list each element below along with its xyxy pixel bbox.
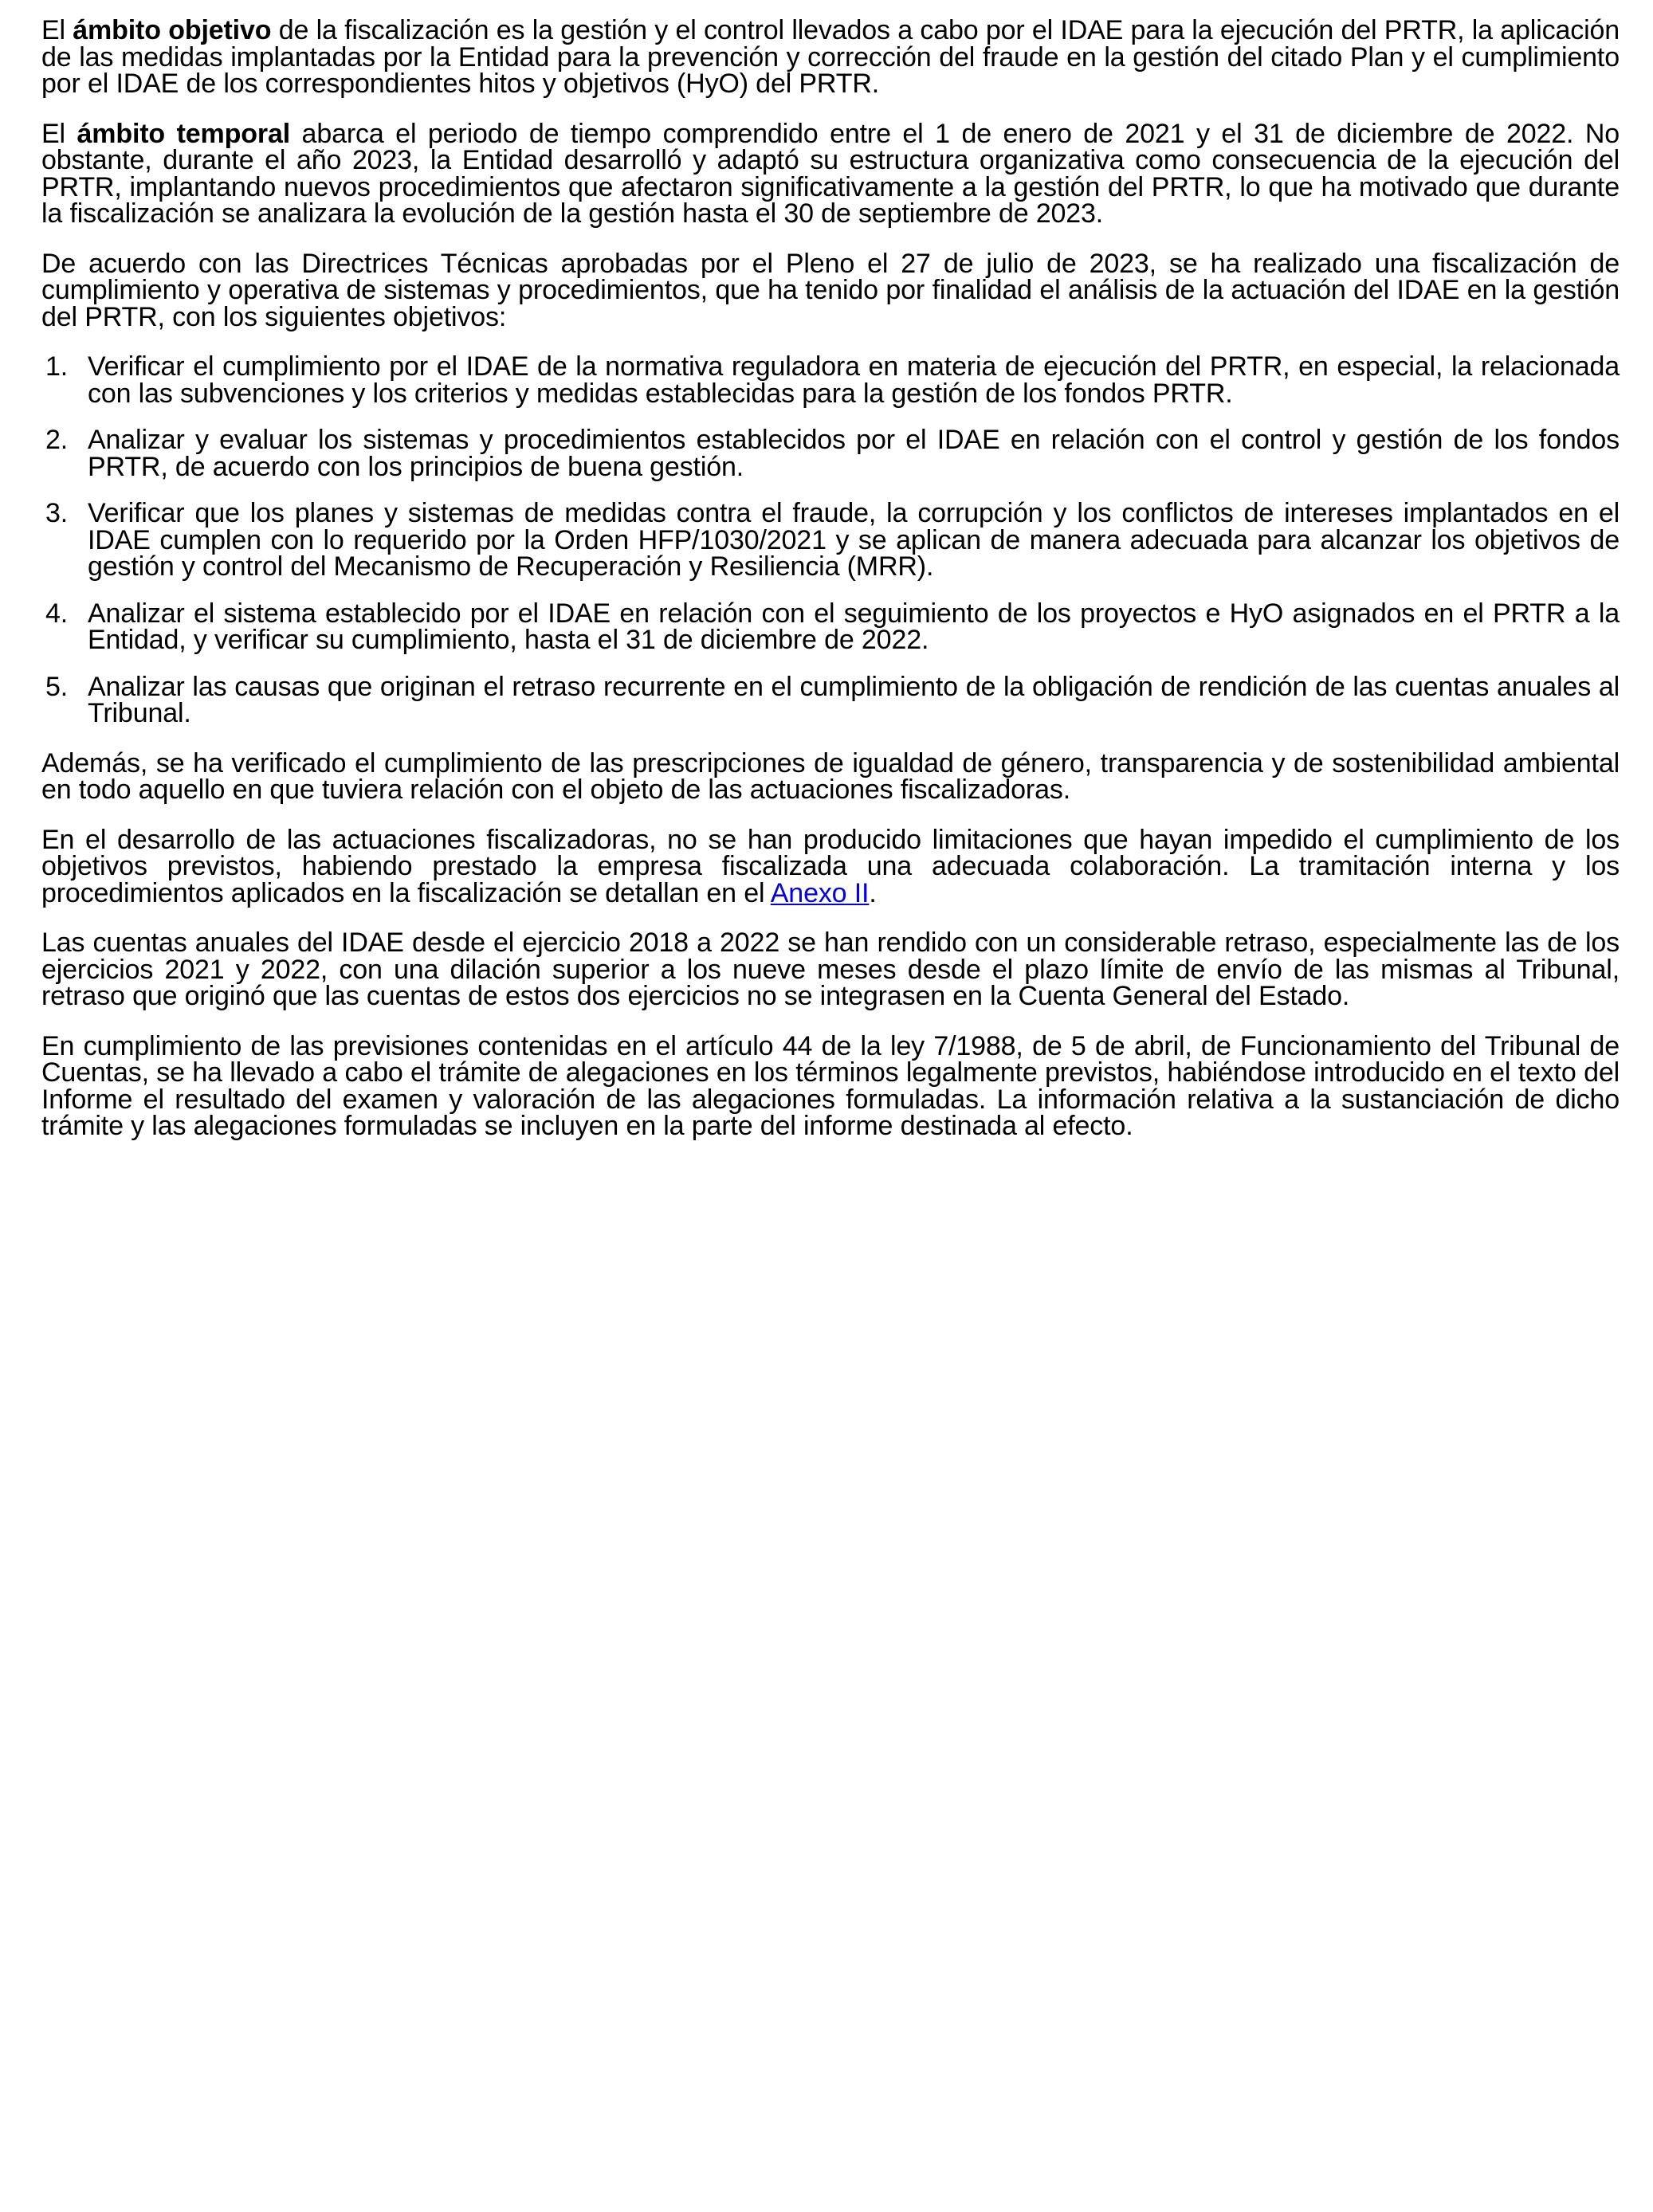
list-item-marker: 2. [45, 425, 69, 455]
list-item [41, 351, 1620, 409]
list-item [41, 598, 1620, 655]
list-item-text: Verificar el cumplimiento por el IDAE de la normativa reguladora en materia de ejecución del PRTR, en especial, la relacionada con las subvenciones y los criterios y medidas establecidas para la gestión de los fondos PRTR. [88, 351, 1620, 409]
paragraph-text-after-link: . [869, 877, 877, 908]
lead-prefix: El [41, 118, 77, 149]
paragraph-ambito-objetivo [41, 15, 1620, 99]
list-item-marker: 3. [45, 498, 69, 528]
lead-bold-ambito-temporal: ámbito temporal [77, 118, 290, 149]
anexo-ii-link[interactable]: Anexo II [770, 877, 870, 908]
list-item-text: Analizar el sistema establecido por el IDAE en relación con el seguimiento de los proyectos e HyO asignados en el PRTR a la Entidad, y verificar su cumplimiento, hasta el 31 de diciembre de 2022. [88, 598, 1620, 655]
paragraph-igualdad-genero: Además, se ha verificado el cumplimiento de las prescripciones de igualdad de género, transparencia y de sostenibilidad ambiental en todo aquello en que tuviera relación con el objeto de las actuaciones fiscalizadoras. [41, 747, 1620, 805]
paragraph-text-before-link: En el desarrollo de las actuaciones fiscalizadoras, no se han producido limitaciones que hayan impedido el cumplimiento de los objetivos previstos, habiendo prestado la empresa fiscalizada una adecuada colaboración. La tramitación interna y los procedimientos aplicados en la fiscalización se detallan en el [41, 824, 1620, 908]
list-item-text: Verificar que los planes y sistemas de medidas contra el fraude, la corrupción y los conflictos de intereses implantados en el IDAE cumplen con lo requerido por la Orden HFP/1030/2021 y se aplican de manera adecuada para alcanzar los objetivos de gestión y control del Mecanismo de Recuperación y Resiliencia (MRR). [88, 498, 1620, 582]
list-item [41, 671, 1620, 728]
paragraph-desarrollo-actuaciones [41, 824, 1620, 908]
paragraph-cuentas-anuales: Las cuentas anuales del IDAE desde el ejercicio 2018 a 2022 se han rendido con un considerable retraso, especialmente las de los ejercicios 2021 y 2022, con una dilación superior a los nueve meses desde el plazo límite de envío de las mismas al Tribunal, retraso que originó que las cuentas de estos dos ejercicios no se integrasen en la Cuenta General del Estado. [41, 928, 1620, 1011]
list-item-marker: 4. [45, 598, 69, 629]
objectives-list [41, 351, 1620, 728]
paragraph-directrices-tecnicas: De acuerdo con las Directrices Técnicas aprobadas por el Pleno el 27 de julio de 2023, se ha realizado una fiscalización de cumplimiento y operativa de sistemas y procedimientos, que ha tenido por finalidad el análisis de la actuación del IDAE en la gestión del PRTR, con los siguientes objetivos: [41, 248, 1620, 332]
list-item [41, 500, 1620, 581]
paragraph-ambito-temporal [41, 118, 1620, 229]
paragraph-text: abarca el periodo de tiempo comprendido entre el 1 de enero de 2021 y el 31 de diciembre de 2022. No obstante, durante el año 2023, la Entidad desarrolló y adaptó su estructura organizativa como consecuencia de la ejecución del PRTR, implantando nuevos procedimientos que afectaron significativamente a la gestión del PRTR, lo que ha motivado que durante la fiscalización se analizara la evolución de la gestión hasta el 30 de septiembre de 2023. [41, 118, 1620, 229]
list-item-marker: 5. [45, 671, 69, 702]
list-item-marker: 1. [45, 351, 69, 382]
list-item-text: Analizar las causas que originan el retraso recurrente en el cumplimiento de la obligación de rendición de las cuentas anuales al Tribunal. [88, 671, 1620, 728]
list-item-text: Analizar y evaluar los sistemas y procedimientos establecidos por el IDAE en relación con el control y gestión de los fondos PRTR, de acuerdo con los principios de buena gestión. [88, 425, 1620, 482]
lead-prefix: El [41, 15, 73, 45]
list-item [41, 427, 1620, 480]
paragraph-text: de la fiscalización es la gestión y el control llevados a cabo por el IDAE para la ejecución del PRTR, la aplicación de las medidas implantadas por la Entidad para la prevención y corrección del fraude en la gestión del citado Plan y el cumplimiento por el IDAE de los correspondientes hitos y objetivos (HyO) del PRTR. [41, 15, 1620, 99]
document-body [41, 15, 1620, 1141]
paragraph-tramite-alegaciones: En cumplimiento de las previsiones contenidas en el artículo 44 de la ley 7/1988, de 5 de abril, de Funcionamiento del Tribunal de Cuentas, se ha llevado a cabo el trámite de alegaciones en los términos legalmente previstos, habiéndose introducido en el texto del Informe el resultado del examen y valoración de las alegaciones formuladas. La información relativa a la sustanciación de dicho trámite y las alegaciones formuladas se incluyen en la parte del informe destinada al efecto. [41, 1030, 1620, 1141]
lead-bold-ambito-objetivo: ámbito objetivo [73, 15, 272, 45]
